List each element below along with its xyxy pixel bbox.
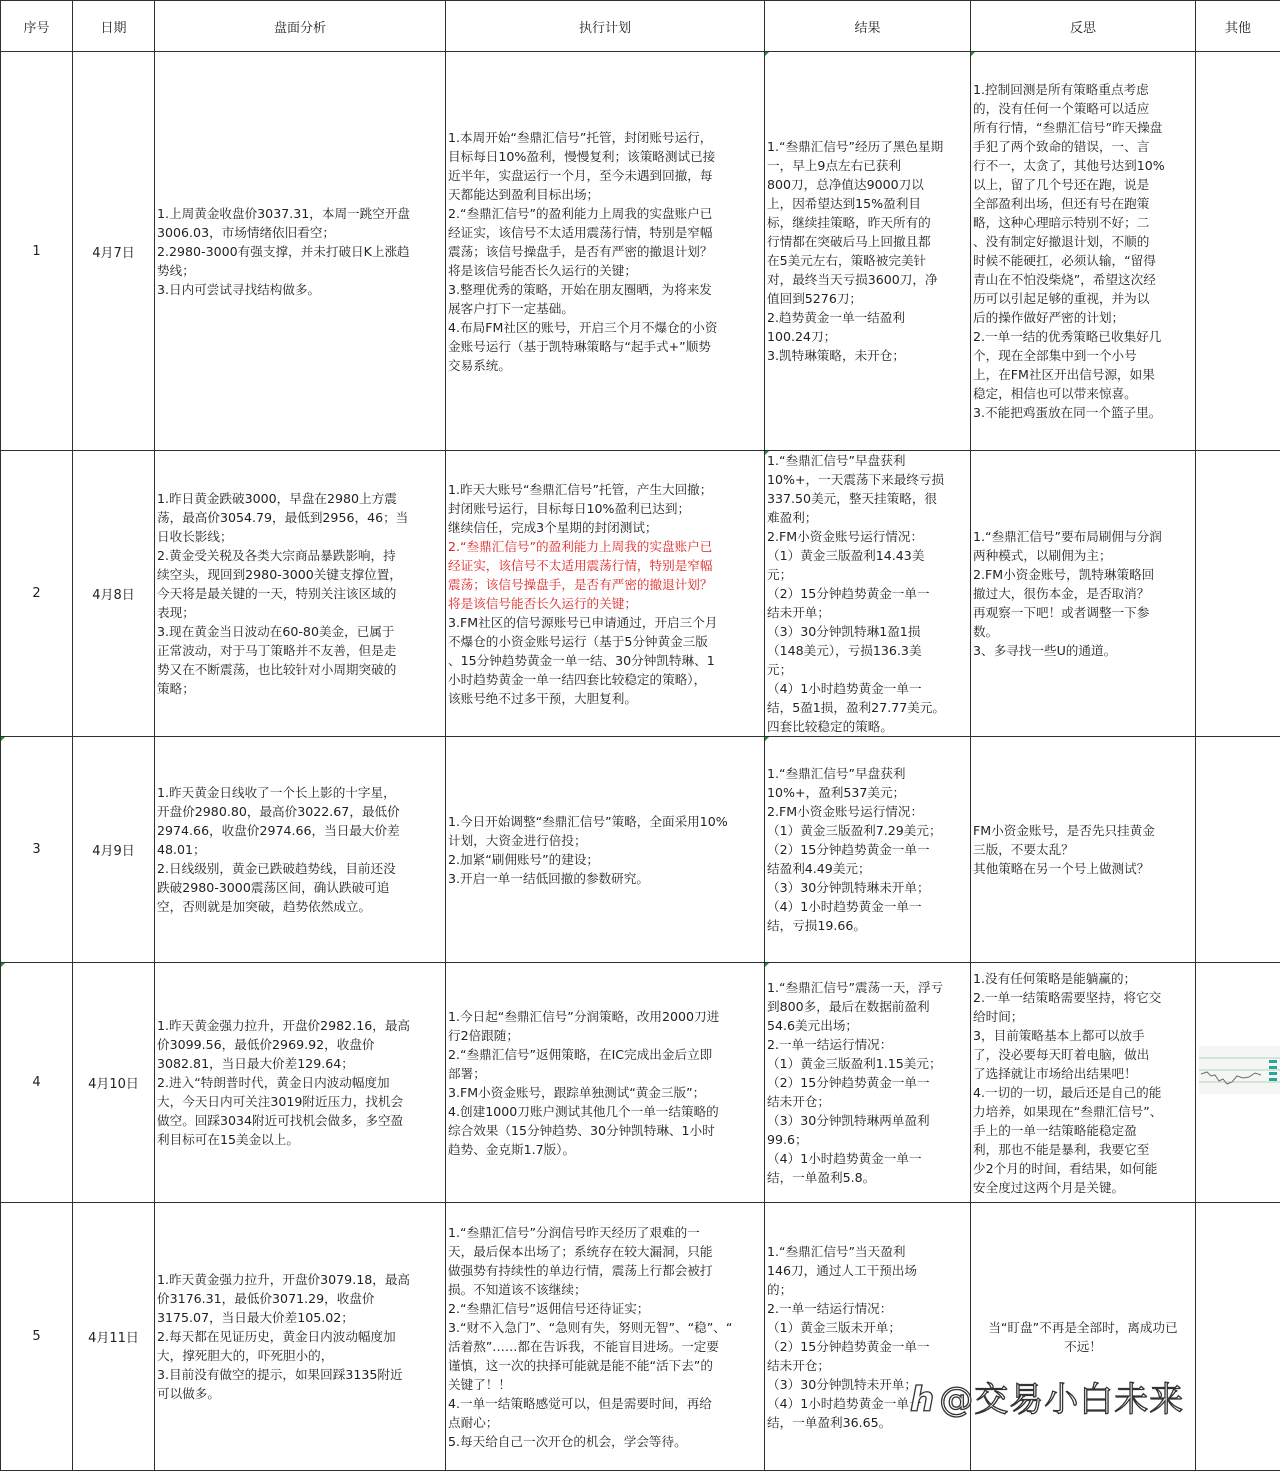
cell-line: （4）1小时趋势黄金一单一 <box>767 1394 968 1413</box>
cell-line: 4.布局FM社区的账号，开启三个月不爆仓的小资 <box>448 318 762 337</box>
cell-line: 3006.03，市场情绪依旧看空； <box>157 223 443 242</box>
cell-line: 的，没有任何一个策略可以适应 <box>973 99 1193 118</box>
cell-marker-icon <box>1 963 6 968</box>
table-row <box>1 737 1280 963</box>
cell-line: 3，目前策略基本上都可以放手 <box>973 1026 1193 1045</box>
cell-line: 3.“财不入急门”、“急则有失，努则无智”、“稳”、“ <box>448 1318 762 1337</box>
row-date: 4月10日 <box>73 963 155 1203</box>
cell-line: 2.加紧“刷佣账号”的建设； <box>448 850 762 869</box>
other-cell <box>1196 737 1280 963</box>
cell-line: 了，没必要每天盯着电脑，做出 <box>973 1045 1193 1064</box>
cell-line: 正常波动，对于马丁策略并不友善，但是走 <box>157 641 443 660</box>
cell-line: 一，早上9点左右已获利 <box>767 156 968 175</box>
plan-cell <box>446 963 765 1203</box>
header-date: 日期 <box>73 1 155 52</box>
cell-line: 今天将是最关键的一天，特别关注该区域的 <box>157 584 443 603</box>
cell-line: 不爆仓的小资金账号运行（基于5分钟黄金三版 <box>448 632 762 651</box>
cell-line: 1.昨天大账号“叁鼎汇信号”托管，产生大回撤； <box>448 480 762 499</box>
row-no: 5 <box>1 1203 73 1471</box>
cell-marker-icon <box>765 737 770 742</box>
cell-line: 空，否则就是加突破，趋势依然成立。 <box>157 897 443 916</box>
header-reflect: 反思 <box>971 1 1196 52</box>
cell-line: 结，亏损19.66。 <box>767 916 968 935</box>
row-no-text: 4 <box>32 1075 40 1090</box>
header-row <box>1 1 1280 52</box>
cell-line: （1）黄金三版未开单； <box>767 1318 968 1337</box>
cell-marker-icon <box>765 963 770 968</box>
cell-line: 损。不知道该不该继续； <box>448 1280 762 1299</box>
cell-line: 三版，不要太乱？ <box>973 840 1193 859</box>
cell-line: 48.01； <box>157 840 443 859</box>
plan-cell <box>446 1203 765 1471</box>
cell-line: 少2个月的时间，看结果，如何能 <box>973 1159 1193 1178</box>
cell-line: 将是该信号能否长久运行的关键； <box>448 261 762 280</box>
cell-line: 2.进入“特朗普时代，黄金日内波动幅度加 <box>157 1073 443 1092</box>
reflect-cell <box>971 737 1196 963</box>
cell-line: 上，在FM社区开出信号源，如果 <box>973 365 1193 384</box>
cell-line: 做空。回踩3034附近可找机会做多，多空盈 <box>157 1111 443 1130</box>
cell-marker-icon <box>765 52 770 57</box>
cell-line: 时候不能硬扛，必须认输，“留得 <box>973 251 1193 270</box>
watermark <box>910 1372 1184 1422</box>
cell-line: 继续信任，完成3个星期的封闭测试； <box>448 518 762 537</box>
cell-line: 10%+，盈利537美元； <box>767 783 968 802</box>
row-no: 2 <box>1 451 73 737</box>
cell-line: （4）1小时趋势黄金一单一 <box>767 1149 968 1168</box>
cell-line: 1.“叁鼎汇信号”震荡一天，浮亏 <box>767 978 968 997</box>
cell-line: 四套比较稳定的策略。 <box>767 717 968 736</box>
cell-line: 势又在不断震荡，也比较针对小周期突破的 <box>157 660 443 679</box>
cell-line: 1.“叁鼎汇信号”要布局刷佣与分润 <box>973 527 1193 546</box>
cell-line: 利目标可在15美金以上。 <box>157 1130 443 1149</box>
cell-line: 2.一单一结策略需要坚持，将它交 <box>973 988 1193 1007</box>
cell-line: 跌破2980-3000震荡区间，确认跌破可追 <box>157 878 443 897</box>
cell-line: 、15分钟趋势黄金一单一结、30分钟凯特琳、1 <box>448 651 762 670</box>
cell-line: 难盈利； <box>767 508 968 527</box>
cell-line: 2.FM小资金账号运行情况： <box>767 802 968 821</box>
cell-line: 4.一单一结策略感觉可以，但是需要时间，再给 <box>448 1394 762 1413</box>
cell-line: 价3176.31，最低价3071.29，收盘价 <box>157 1289 443 1308</box>
cell-line: 表现； <box>157 603 443 622</box>
cell-line: 3.日内可尝试寻找结构做多。 <box>157 280 443 299</box>
cell-line: 不远！ <box>973 1337 1193 1356</box>
chart-thumbnail-icon <box>1199 1046 1280 1094</box>
cell-line: 个，现在全部集中到一个小号 <box>973 346 1193 365</box>
cell-line: 1.没有任何策略是能躺赢的； <box>973 969 1193 988</box>
cell-line: 标，继续挂策略，昨天所有的 <box>767 213 968 232</box>
cell-line: 天都能达到盈利目标出场； <box>448 185 762 204</box>
cell-line: （4）1小时趋势黄金一单一 <box>767 897 968 916</box>
row-date: 4月8日 <box>73 451 155 737</box>
reflect-cell <box>971 1203 1196 1471</box>
table-row <box>1 52 1280 451</box>
cell-line: （4）1小时趋势黄金一单一 <box>767 679 968 698</box>
cell-line: 大，今天日内可关注3019附近压力，找机会 <box>157 1092 443 1111</box>
cell-line: 撤过大，很伤本金，是否取消？ <box>973 584 1193 603</box>
cell-line: 3、多寻找一些U的通道。 <box>973 641 1193 660</box>
cell-line: 1.“叁鼎汇信号”经历了黑色星期 <box>767 137 968 156</box>
cell-line: 结，5盈1损，盈利27.77美元。 <box>767 698 968 717</box>
cell-line: 5.每天给自己一次开仓的机会，学会等待。 <box>448 1432 762 1451</box>
cell-line: 手上的一单一结策略能稳定盈 <box>973 1121 1193 1140</box>
cell-line: 2974.66，收盘价2974.66，当日最大价差 <box>157 821 443 840</box>
analysis-cell <box>155 1203 446 1471</box>
reflect-cell <box>971 52 1196 451</box>
cell-line: 给时间； <box>973 1007 1193 1026</box>
cell-line: 力培养，如果现在“叁鼎汇信号”、 <box>973 1102 1193 1121</box>
cell-line: 1.今日开始调整“叁鼎汇信号”策略，全面采用10% <box>448 812 762 831</box>
cell-line: 到800多，最后在数据前盈利 <box>767 997 968 1016</box>
cell-line: 数。 <box>973 622 1193 641</box>
cell-line: 利，那也不能是暴利，我要它至 <box>973 1140 1193 1159</box>
result-cell <box>765 963 971 1203</box>
table-row <box>1 963 1280 1203</box>
cell-line: 1.本周开始“叁鼎汇信号”托管，封闭账号运行， <box>448 128 762 147</box>
cell-line: 所有行情，“叁鼎汇信号”昨天操盘 <box>973 118 1193 137</box>
cell-line: （3）30分钟凯特琳两单盈利 <box>767 1111 968 1130</box>
cell-line: （148美元），亏损136.3美 <box>767 641 968 660</box>
other-cell <box>1196 52 1280 451</box>
cell-line: FM小资金账号，是否先只挂黄金 <box>973 821 1193 840</box>
row-no: 1 <box>1 52 73 451</box>
cell-line: 2.“叁鼎汇信号”返佣策略，在IC完成出金后立即 <box>448 1045 762 1064</box>
cell-line: 的； <box>767 1280 968 1299</box>
cell-line: 价3099.56，最低价2969.92，收盘价 <box>157 1035 443 1054</box>
other-cell <box>1196 1203 1280 1471</box>
cell-line: 上，因希望达到15%盈利目 <box>767 194 968 213</box>
cell-line: 两种模式，以刷佣为主； <box>973 546 1193 565</box>
plan-block-highlight <box>448 537 762 613</box>
cell-line: 、没有制定好撤退计划，不顺的 <box>973 232 1193 251</box>
cell-line: 计划，大资金进行倍投； <box>448 831 762 850</box>
cell-line: 关键了！！ <box>448 1375 762 1394</box>
row-date: 4月9日 <box>73 737 155 963</box>
cell-line: 综合效果（15分钟趋势、30分钟凯特琳、1小时 <box>448 1121 762 1140</box>
cell-line: 2.“叁鼎汇信号”的盈利能力上周我的实盘账户已 <box>448 537 762 556</box>
row-date: 4月11日 <box>73 1203 155 1471</box>
cell-line: 再观察一下吧！或者调整一下参 <box>973 603 1193 622</box>
cell-line: （1）黄金三版盈利1.15美元； <box>767 1054 968 1073</box>
cell-line: 1.“叁鼎汇信号”早盘获利 <box>767 451 968 470</box>
cell-line: 10%+，一天震荡下来最终亏损 <box>767 470 968 489</box>
cell-line: 天，最后保本出场了；系统存在较大漏洞，只能 <box>448 1242 762 1261</box>
cell-line: 3175.07，当日最大价差105.02； <box>157 1308 443 1327</box>
cell-line: 手犯了两个致命的错误，一、言 <box>973 137 1193 156</box>
cell-line: 近半年，实盘运行一个月，至今未遇到回撤，每 <box>448 166 762 185</box>
cell-line: 1.上周黄金收盘价3037.31，本周一跳空开盘 <box>157 204 443 223</box>
cell-line: 元； <box>767 660 968 679</box>
cell-line: 3.FM社区的信号源账号已申请通过，开启三个月 <box>448 613 762 632</box>
analysis-cell <box>155 52 446 451</box>
analysis-cell <box>155 963 446 1203</box>
row-no <box>1 737 73 963</box>
header-other: 其他 <box>1196 1 1280 52</box>
cell-line: 金账号运行（基于凯特琳策略与“起手式+”顺势 <box>448 337 762 356</box>
cell-line: 小时趋势黄金一单一结四套比较稳定的策略）， <box>448 670 762 689</box>
cell-line: （2）15分钟趋势黄金一单一 <box>767 584 968 603</box>
cell-line: 3.目前没有做空的提示，如果回踩3135附近 <box>157 1365 443 1384</box>
cell-line: 结未开仓； <box>767 1356 968 1375</box>
cell-line: （3）30分钟凯特琳未开单； <box>767 878 968 897</box>
platform-logo-icon: h <box>910 1380 935 1420</box>
cell-line: 2.一单一结运行情况： <box>767 1299 968 1318</box>
cell-line: 元； <box>767 565 968 584</box>
cell-line: 54.6美元出场； <box>767 1016 968 1035</box>
cell-line: 在5美元左右，策略被完美针 <box>767 251 968 270</box>
cell-line: 3.现在黄金当日波动在60-80美金，已属于 <box>157 622 443 641</box>
header-no: 序号 <box>1 1 73 52</box>
cell-line: 安全度过这两个月是关键。 <box>973 1178 1193 1197</box>
cell-line: 点耐心； <box>448 1413 762 1432</box>
header-result: 结果 <box>765 1 971 52</box>
cell-line: 稳定，相信也可以带来惊喜。 <box>973 384 1193 403</box>
cell-line: 4.创建1000刀账户测试其他几个一单一结策略的 <box>448 1102 762 1121</box>
header-plan: 执行计划 <box>446 1 765 52</box>
cell-line: 其他策略在另一个号上做测试？ <box>973 859 1193 878</box>
watermark-text: @交易小白未来 <box>939 1380 1184 1420</box>
cell-line: 部署； <box>448 1064 762 1083</box>
cell-line: 该账号绝不过多干预，大胆复利。 <box>448 689 762 708</box>
reflect-cell <box>971 963 1196 1203</box>
result-cell <box>765 737 971 963</box>
cell-line: 3.整理优秀的策略，开始在朋友圈晒，为将来发 <box>448 280 762 299</box>
cell-line: 3.凯特琳策略，未开仓； <box>767 346 968 365</box>
plan-block <box>448 480 762 537</box>
cell-line: 全部盈利出场，但还有号在跑策 <box>973 194 1193 213</box>
cell-line: 99.6； <box>767 1130 968 1149</box>
cell-line: 了选择就让市场给出结果吧！ <box>973 1064 1193 1083</box>
cell-line: 2.FM小资金账号，凯特琳策略回 <box>973 565 1193 584</box>
cell-line: 2.趋势黄金一单一结盈利 <box>767 308 968 327</box>
cell-line: 2.一单一结运行情况： <box>767 1035 968 1054</box>
header-analysis: 盘面分析 <box>155 1 446 52</box>
plan-cell <box>446 52 765 451</box>
cell-line: 3.开启一单一结低回撤的参数研究。 <box>448 869 762 888</box>
cell-line: 4.一切的一切，最后还是自己的能 <box>973 1083 1193 1102</box>
cell-marker-icon <box>971 52 976 57</box>
cell-line: 将是该信号能否长久运行的关键； <box>448 594 762 613</box>
cell-marker-icon <box>1 737 6 742</box>
cell-line: 1.昨天黄金强力拉升，开盘价2982.16，最高 <box>157 1016 443 1035</box>
cell-line: （2）15分钟趋势黄金一单一 <box>767 1073 968 1092</box>
cell-line: 青山在不怕没柴烧”，希望这次经 <box>973 270 1193 289</box>
analysis-cell <box>155 451 446 737</box>
table-row <box>1 1203 1280 1471</box>
cell-line: 2.黄金受关税及各类大宗商品暴跌影响，持 <box>157 546 443 565</box>
cell-line: 略，这种心理暗示特别不好；二 <box>973 213 1193 232</box>
cell-line: 对，最终当天亏损3600刀，净 <box>767 270 968 289</box>
cell-line: 100.24刀； <box>767 327 968 346</box>
cell-marker-icon <box>765 451 770 456</box>
result-cell <box>765 1203 971 1471</box>
plan-cell <box>446 737 765 963</box>
cell-line: 1.“叁鼎汇信号”早盘获利 <box>767 764 968 783</box>
cell-line: 震荡；该信号操盘手，是否有严密的撤退计划？ <box>448 242 762 261</box>
cell-line: 1.“叁鼎汇信号”分润信号昨天经历了艰难的一 <box>448 1223 762 1242</box>
cell-line: 2.一单一结的优秀策略已收集好几 <box>973 327 1193 346</box>
cell-line: 目标每日10%盈利，慢慢复利；该策略测试已接 <box>448 147 762 166</box>
cell-line: （1）黄金三版盈利14.43美 <box>767 546 968 565</box>
cell-line: 1.“叁鼎汇信号”当天盈利 <box>767 1242 968 1261</box>
cell-line: 以上，留了几个号还在跑，说是 <box>973 175 1193 194</box>
cell-line: 1.昨日黄金跌破3000，早盘在2980上方震 <box>157 489 443 508</box>
cell-line: 3.不能把鸡蛋放在同一个篮子里。 <box>973 403 1193 422</box>
cell-line: 活着熬”……都在告诉我，不能盲目进场。一定要 <box>448 1337 762 1356</box>
cell-line: 2.“叁鼎汇信号”的盈利能力上周我的实盘账户已 <box>448 204 762 223</box>
result-cell <box>765 451 971 737</box>
cell-line: 2.“叁鼎汇信号”返佣信号还待证实； <box>448 1299 762 1318</box>
cell-line: 2.日线级别，黄金已跌破趋势线，目前还没 <box>157 859 443 878</box>
cell-line: 146刀，通过人工干预出场 <box>767 1261 968 1280</box>
cell-line: 值回到5276刀； <box>767 289 968 308</box>
row-no-text: 3 <box>32 842 40 857</box>
cell-line: 日收长影线； <box>157 527 443 546</box>
cell-line: （1）黄金三版盈利7.29美元； <box>767 821 968 840</box>
cell-line: 后的操作做好严密的计划； <box>973 308 1193 327</box>
cell-line: 做强势有持续性的单边行情，震荡上行都会被打 <box>448 1261 762 1280</box>
cell-line: 势线； <box>157 261 443 280</box>
cell-line: 荡，最高价3054.79，最低到2956，46；当 <box>157 508 443 527</box>
cell-line: 结，一单盈利5.8。 <box>767 1168 968 1187</box>
cell-line: 历可以引起足够的重视，并为以 <box>973 289 1193 308</box>
cell-line: 结未开单； <box>767 603 968 622</box>
cell-line: 结未开仓； <box>767 1092 968 1111</box>
cell-line: 趋势、金克斯1.7版）。 <box>448 1140 762 1159</box>
cell-line: 行不一，太贪了，其他号达到10% <box>973 156 1193 175</box>
row-no <box>1 963 73 1203</box>
cell-line: 结，一单盈利36.65。 <box>767 1413 968 1432</box>
cell-line: 3082.81，当日最大价差129.64； <box>157 1054 443 1073</box>
row-date: 4月7日 <box>73 52 155 451</box>
cell-line: 行2倍跟随； <box>448 1026 762 1045</box>
cell-line: 3.FM小资金账号，跟踪单独测试“黄金三版”； <box>448 1083 762 1102</box>
cell-line: （2）15分钟趋势黄金一单一 <box>767 840 968 859</box>
cell-line: 经证实，该信号不太适用震荡行情，特别是窄幅 <box>448 556 762 575</box>
cell-line: （2）15分钟趋势黄金一单一 <box>767 1337 968 1356</box>
cell-line: （3）30分钟凯特未开单； <box>767 1375 968 1394</box>
cell-line: 当“盯盘”不再是全部时，离成功已 <box>973 1318 1193 1337</box>
plan-cell <box>446 451 765 737</box>
cell-line: 1.昨天黄金强力拉升，开盘价3079.18，最高 <box>157 1270 443 1289</box>
cell-line: 封闭账号运行，目标每日10%盈利已达到； <box>448 499 762 518</box>
cell-line: 大，撑死胆大的，吓死胆小的， <box>157 1346 443 1365</box>
cell-line: 2.每天都在见证历史，黄金日内波动幅度加 <box>157 1327 443 1346</box>
cell-line: 行情都在突破后马上回撤且都 <box>767 232 968 251</box>
cell-line: 经证实，该信号不太适用震荡行情，特别是窄幅 <box>448 223 762 242</box>
cell-line: 谨慎，这一次的抉择可能就是能不能“活下去”的 <box>448 1356 762 1375</box>
cell-line: 337.50美元，整天挂策略，很 <box>767 489 968 508</box>
cell-line: 策略； <box>157 679 443 698</box>
cell-line: 开盘价2980.80，最高价3022.67，最低价 <box>157 802 443 821</box>
cell-line: 续空头，现回到2980-3000关键支撑位置， <box>157 565 443 584</box>
cell-line: 1.今日起“叁鼎汇信号”分润策略，改用2000刀进 <box>448 1007 762 1026</box>
analysis-cell <box>155 737 446 963</box>
cell-line: 交易系统。 <box>448 356 762 375</box>
result-cell <box>765 52 971 451</box>
other-cell <box>1196 451 1280 737</box>
cell-line: 结盈利4.49美元； <box>767 859 968 878</box>
plan-block <box>448 613 762 708</box>
cell-line: 800刀，总净值达9000刀以 <box>767 175 968 194</box>
cell-line: 震荡；该信号操盘手，是否有严密的撤退计划？ <box>448 575 762 594</box>
table-row <box>1 451 1280 737</box>
cell-line: （3）30分钟凯特琳1盈1损 <box>767 622 968 641</box>
cell-line: 展客户打下一定基础。 <box>448 299 762 318</box>
cell-line: 2.FM小资金账号运行情况： <box>767 527 968 546</box>
cell-line: 可以做多。 <box>157 1384 443 1403</box>
cell-line: 2.2980-3000有强支撑，并未打破日K上涨趋 <box>157 242 443 261</box>
cell-line: 1.控制回测是所有策略重点考虑 <box>973 80 1193 99</box>
reflect-cell <box>971 451 1196 737</box>
cell-line: 1.昨天黄金日线收了一个长上影的十字星， <box>157 783 443 802</box>
